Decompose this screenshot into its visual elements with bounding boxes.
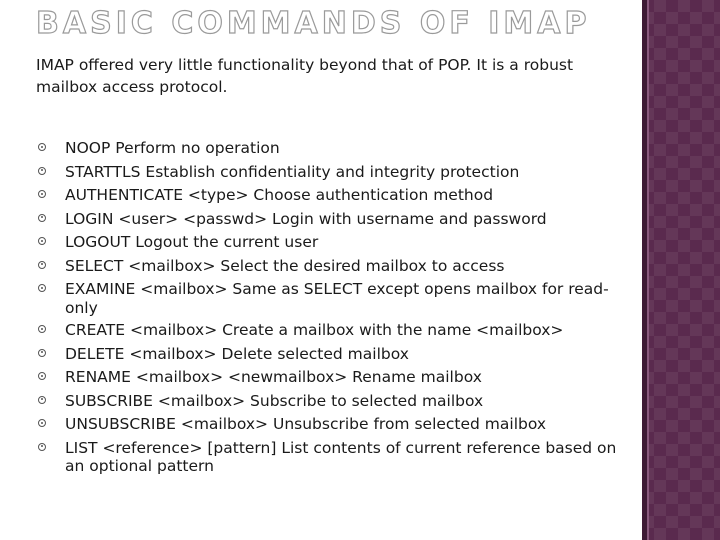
list-item [36, 345, 636, 364]
command-list [36, 139, 636, 480]
command-text: CREATE <mailbox> Create a mailbox with the name <mailbox> [65, 321, 564, 339]
list-item [36, 392, 636, 411]
circled-dot-icon [38, 372, 46, 380]
circled-dot-icon [38, 237, 46, 245]
intro-paragraph: IMAP offered very little functionality beyond that of POP. It is a robust mailbox access protocol. [36, 56, 574, 96]
circled-dot-icon [38, 190, 46, 198]
circled-dot-icon [38, 284, 46, 292]
command-text: RENAME <mailbox> <newmailbox> Rename mailbox [65, 368, 482, 386]
command-text: EXAMINE <mailbox> Same as SELECT except opens mailbox for read-only [65, 280, 609, 317]
list-item [36, 139, 636, 158]
circled-dot-icon [38, 143, 46, 151]
circled-dot-icon [38, 167, 46, 175]
circled-dot-icon [38, 419, 46, 427]
command-text: DELETE <mailbox> Delete selected mailbox [65, 344, 409, 363]
circled-dot-icon [38, 325, 46, 333]
list-item [36, 321, 636, 340]
list-item [36, 210, 636, 229]
command-text: LOGIN <user> <passwd> Login with username and password [65, 209, 547, 228]
circled-dot-icon [38, 443, 46, 451]
circled-dot-icon [38, 396, 46, 404]
list-item [36, 415, 636, 434]
command-text: STARTTLS Establish confidentiality and integrity protection [65, 162, 520, 181]
list-item [36, 280, 636, 317]
list-item [36, 233, 636, 252]
list-item [36, 163, 636, 182]
list-item [36, 439, 636, 476]
list-item [36, 186, 636, 205]
list-item [36, 257, 636, 276]
command-text: SELECT <mailbox> Select the desired mailbox to access [65, 256, 505, 275]
command-text: AUTHENTICATE <type> Choose authentication method [65, 186, 494, 204]
decorative-side-panel [642, 0, 720, 540]
slide-title: BASIC COMMANDS OF IMAP [36, 6, 591, 41]
list-item [36, 368, 636, 387]
circled-dot-icon [38, 261, 46, 269]
command-text: LOGOUT Logout the current user [65, 233, 319, 251]
command-text: LIST <reference> [pattern] List contents of current reference based on an optional pattern [65, 438, 617, 475]
circled-dot-icon [38, 349, 46, 357]
circled-dot-icon [38, 214, 46, 222]
command-text: NOOP Perform no operation [65, 139, 280, 157]
command-text: UNSUBSCRIBE <mailbox> Unsubscribe from selected mailbox [65, 415, 547, 433]
command-text: SUBSCRIBE <mailbox> Subscribe to selected mailbox [65, 391, 484, 410]
